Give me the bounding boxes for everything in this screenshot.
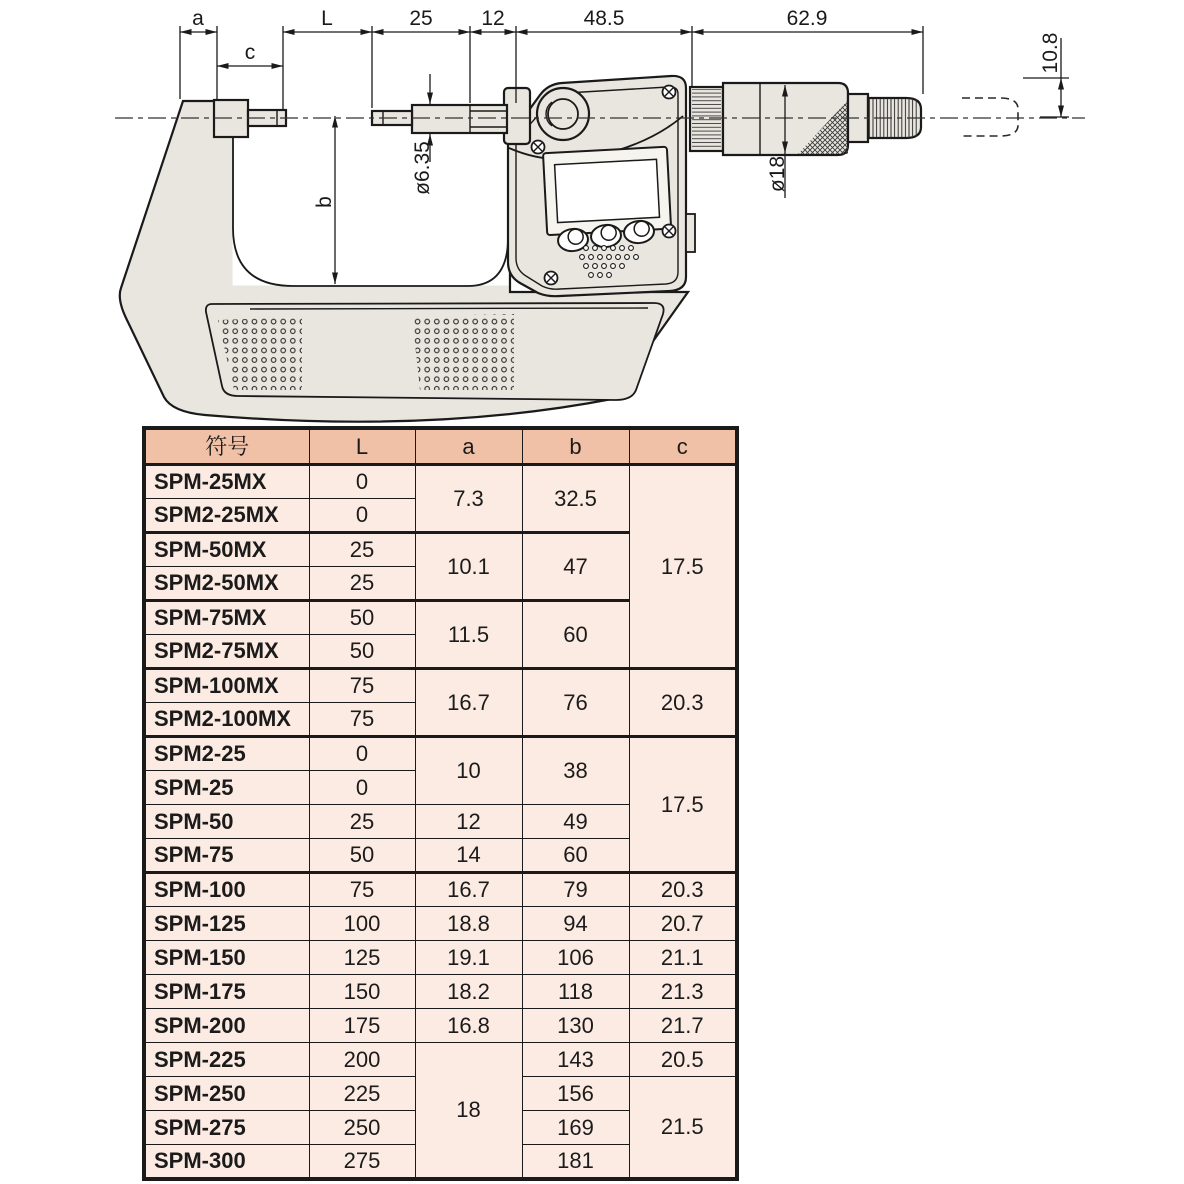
value-cell: 11.5 [415,601,522,669]
value-cell: 143 [522,1043,629,1077]
model-cell: SPM-25MX [144,465,309,499]
value-cell: 0 [309,737,415,771]
dim-label-c: c [244,41,256,64]
thimble-assembly [690,83,921,155]
value-cell: 16.8 [415,1009,522,1043]
dim-label-a: a [192,7,204,30]
dim-label-dia6-35: ø6.35 [411,141,434,195]
value-cell: 18.8 [415,907,522,941]
micrometer-diagram [0,0,1184,426]
value-cell: 20.7 [629,907,737,941]
value-cell: 49 [522,805,629,839]
model-cell: SPM-100 [144,873,309,907]
value-cell: 7.3 [415,465,522,533]
model-cell: SPM-175 [144,975,309,1009]
value-cell: 75 [309,703,415,737]
model-cell: SPM-50 [144,805,309,839]
model-cell: SPM-150 [144,941,309,975]
value-cell: 130 [522,1009,629,1043]
model-cell: SPM-250 [144,1077,309,1111]
value-cell: 16.7 [415,873,522,907]
value-cell: 50 [309,635,415,669]
model-cell: SPM2-50MX [144,567,309,601]
value-cell: 25 [309,805,415,839]
model-cell: SPM-225 [144,1043,309,1077]
screw-icon [545,272,558,285]
table-row [144,737,737,771]
header-a: a [415,428,522,465]
header-symbol: 符号 [144,428,309,465]
table-row [144,907,737,941]
dim-label-12: 12 [481,7,505,30]
dim-label-L: L [321,7,333,30]
screw-icon [532,141,545,154]
value-cell: 14 [415,839,522,873]
value-cell: 250 [309,1111,415,1145]
value-cell: 16.7 [415,669,522,737]
dim-label-25: 25 [409,7,433,30]
value-cell: 0 [309,465,415,499]
dim-label-48-5: 48.5 [583,7,625,30]
value-cell: 10.1 [415,533,522,601]
value-cell: 21.5 [629,1077,737,1179]
screw-icon [663,86,676,99]
phantom-outline [962,98,1018,136]
model-cell: SPM2-25 [144,737,309,771]
value-cell: 118 [522,975,629,1009]
value-cell: 125 [309,941,415,975]
value-cell: 21.7 [629,1009,737,1043]
table-row [144,669,737,703]
value-cell: 156 [522,1077,629,1111]
value-cell: 47 [522,533,629,601]
value-cell: 0 [309,771,415,805]
value-cell: 50 [309,601,415,635]
model-cell: SPM-75MX [144,601,309,635]
value-cell: 20.3 [629,873,737,907]
value-cell: 60 [522,839,629,873]
model-cell: SPM-75 [144,839,309,873]
clamp-ring [537,88,589,140]
model-cell: SPM-125 [144,907,309,941]
spec-table [142,426,739,1181]
model-cell: SPM2-75MX [144,635,309,669]
value-cell: 60 [522,601,629,669]
spec-table-body [144,465,737,1179]
table-row [144,941,737,975]
value-cell: 18.2 [415,975,522,1009]
model-cell: SPM-275 [144,1111,309,1145]
value-cell: 0 [309,499,415,533]
screw-icon [663,225,676,238]
value-cell: 25 [309,567,415,601]
value-cell: 106 [522,941,629,975]
value-cell: 169 [522,1111,629,1145]
dimple-grid-right [412,314,514,390]
model-cell: SPM-200 [144,1009,309,1043]
table-row [144,1043,737,1077]
output-port [686,214,695,252]
dim-label-b: b [313,196,336,208]
lcd-screen [555,159,660,222]
table-row [144,975,737,1009]
table-row [144,873,737,907]
value-cell: 200 [309,1043,415,1077]
value-cell: 38 [522,737,629,805]
value-cell: 10 [415,737,522,805]
model-cell: SPM-50MX [144,533,309,567]
value-cell: 20.3 [629,669,737,737]
value-cell: 150 [309,975,415,1009]
value-cell: 17.5 [629,737,737,873]
model-cell: SPM-100MX [144,669,309,703]
value-cell: 25 [309,533,415,567]
value-cell: 20.5 [629,1043,737,1077]
value-cell: 32.5 [522,465,629,533]
value-cell: 175 [309,1009,415,1043]
value-cell: 75 [309,873,415,907]
dim-label-62-9: 62.9 [786,7,828,30]
table-row [144,465,737,499]
header-b: b [522,428,629,465]
value-cell: 18 [415,1043,522,1179]
table-header-row [144,428,737,465]
model-cell: SPM-25 [144,771,309,805]
grip-plate [206,303,664,400]
lcd-display [543,147,671,235]
value-cell: 19.1 [415,941,522,975]
model-cell: SPM2-25MX [144,499,309,533]
header-L: L [309,428,415,465]
value-cell: 225 [309,1077,415,1111]
value-cell: 21.3 [629,975,737,1009]
value-cell: 94 [522,907,629,941]
header-c: c [629,428,737,465]
value-cell: 75 [309,669,415,703]
model-cell: SPM2-100MX [144,703,309,737]
value-cell: 50 [309,839,415,873]
value-cell: 17.5 [629,465,737,669]
value-cell: 100 [309,907,415,941]
dim-label-10-8: 10.8 [1039,32,1062,74]
model-cell: SPM-300 [144,1145,309,1179]
value-cell: 275 [309,1145,415,1179]
value-cell: 79 [522,873,629,907]
value-cell: 21.1 [629,941,737,975]
value-cell: 76 [522,669,629,737]
value-cell: 12 [415,805,522,839]
dim-label-dia18: ø18 [766,155,789,193]
value-cell: 181 [522,1145,629,1179]
table-row [144,1009,737,1043]
